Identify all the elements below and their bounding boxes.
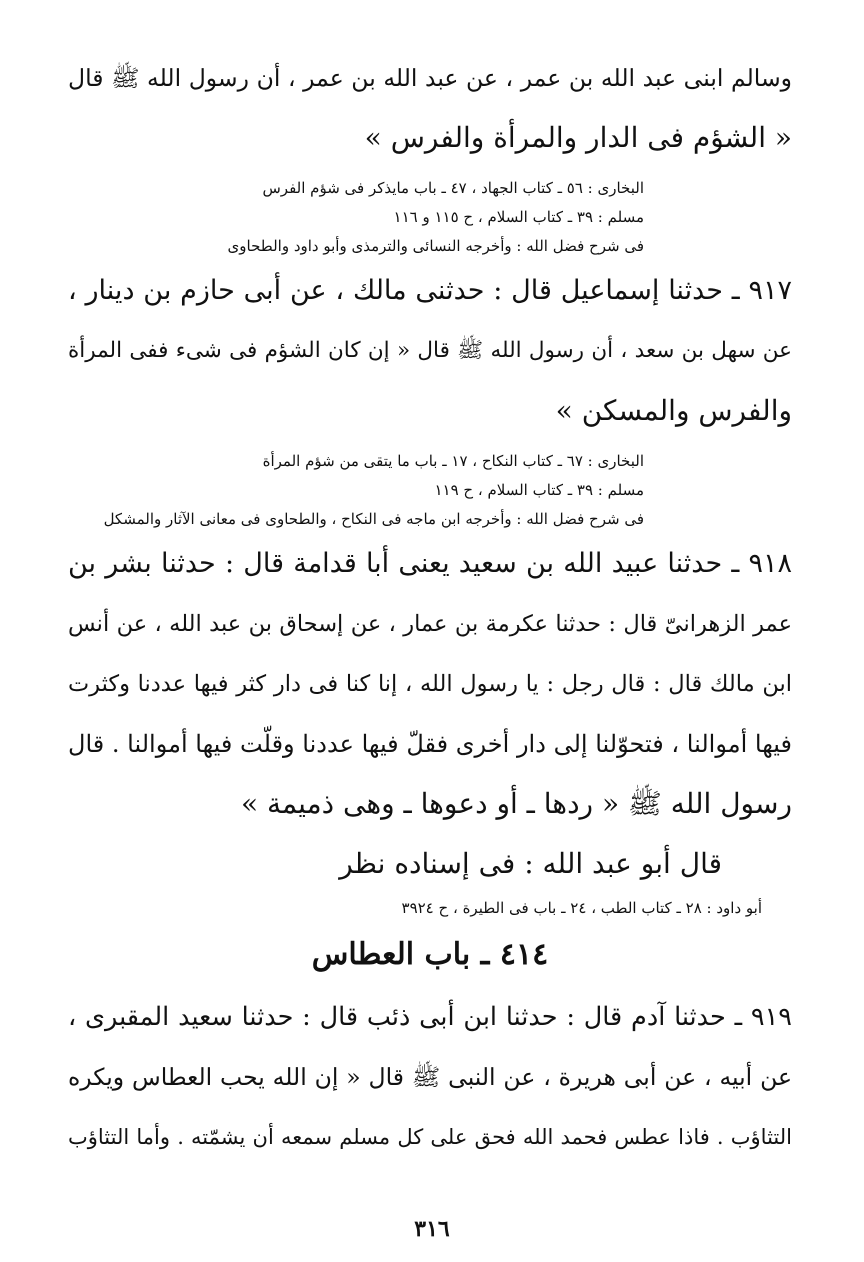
reference-line: أبو داود : ٢٨ ـ كتاب الطب ، ٢٤ ـ باب فى الطيرة ، ح ٣٩٢٤ — [401, 899, 762, 917]
text-line: التثاؤب . فاذا عطس فحمد الله فحق على كل مسلم سمعه أن يشمّته . وأما التثاؤب — [68, 1125, 792, 1149]
reference-line: مسلم : ٣٩ ـ كتاب السلام ، ح ١١٩ — [434, 481, 644, 499]
references — [68, 447, 644, 534]
reference-line: مسلم : ٣٩ ـ كتاب السلام ، ح ١١٥ و ١١٦ — [393, 208, 644, 226]
text-line: ابن مالك قال : قال رجل : يا رسول الله ، إنا كنا فى دار كثر فيها عددنا وكثرت — [68, 671, 792, 697]
text-line: عن أبيه ، عن أبى هريرة ، عن النبى ﷺ قال « إن الله يحب العطاس ويكره — [68, 1063, 792, 1091]
reference-line: فى شرح فضل الله : وأخرجه ابن ماجه فى النكاح ، والطحاوى فى معانى الآثار والمشكل — [103, 510, 644, 528]
text-line: عن سهل بن سعد ، أن رسول الله ﷺ قال « إن كان الشؤم فى شىء ففى المرأة — [68, 338, 792, 363]
text-line: ٩١٧ ـ حدثنا إسماعيل قال : حدثنى مالك ، عن أبى حازم بن دينار ، — [68, 275, 792, 306]
text-line: ٩١٨ ـ حدثنا عبيد الله بن سعيد يعنى أبا قدامة قال : حدثنا بشر بن — [68, 548, 792, 579]
hadith-916 — [68, 0, 792, 261]
text-line: « الشؤم فى الدار والمرأة والفرس » — [364, 121, 792, 154]
text-line: فيها أموالنا ، فتحوّلنا إلى دار أخرى فقلّ فيها عددنا وقلّت فيها أموالنا . قال — [68, 730, 792, 758]
text-line: عمر الزهرانىّ قال : حدثنا عكرمة بن عمار ، عن إسحاق بن عبد الله ، عن أنس — [68, 611, 792, 637]
text-line: ٩١٩ ـ حدثنا آدم قال : حدثنا ابن أبى ذئب قال : حدثنا سعيد المقبرى ، — [68, 1002, 792, 1032]
text-line: رسول الله ﷺ « ردها ـ أو دعوها ـ وهى ذميمة » — [240, 787, 792, 820]
chapter-heading: ٤١٤ ـ باب العطاس — [311, 937, 549, 972]
reference-line: فى شرح فضل الله : وأخرجه النسائى والترمذى وأبو داود والطحاوى — [227, 237, 644, 255]
references — [68, 174, 644, 261]
hadith-918 — [68, 534, 792, 923]
text-line: وسالم ابنى عبد الله بن عمر ، عن عبد الله بن عمر ، أن رسول الله ﷺ قال — [68, 64, 792, 92]
page-number: ٣١٦ — [414, 1216, 450, 1242]
reference-line: البخارى : ٥٦ ـ كتاب الجهاد ، ٤٧ ـ باب مايذكر فى شؤم الفرس — [262, 179, 644, 197]
hadith-917 — [68, 261, 792, 534]
isnad-note: قال أبو عبد الله : فى إسناده نظر — [339, 847, 722, 880]
reference-line: البخارى : ٦٧ ـ كتاب النكاح ، ١٧ ـ باب ما يتقى من شؤم المرأة — [262, 452, 644, 470]
text-line: والفرس والمسكن » — [555, 394, 792, 427]
hadith-919 — [68, 987, 792, 1167]
